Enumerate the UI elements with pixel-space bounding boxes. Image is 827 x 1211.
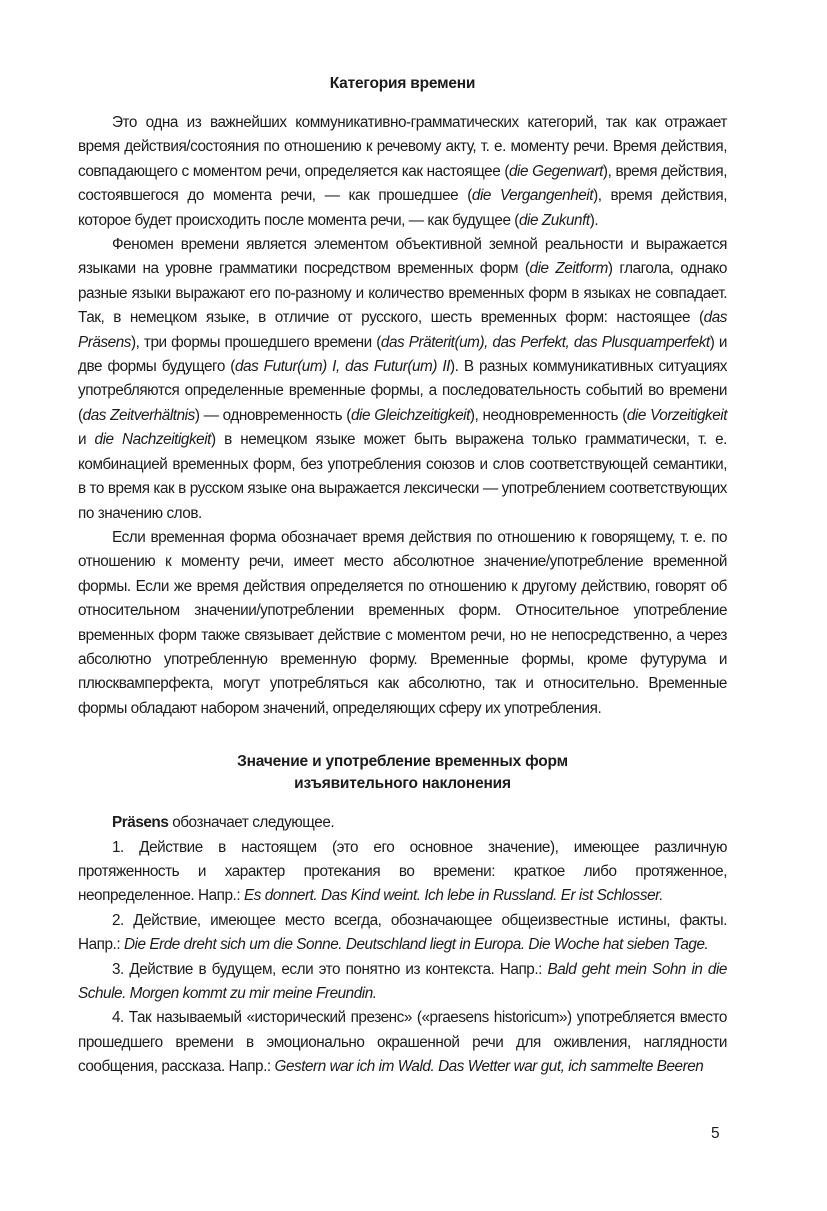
body-text: ) — одновременность ( [194,406,351,424]
german-example-text: Bald geht mein Sohn in die Schule. Morgen kommt zu mir meine Freundin. [78,960,727,1002]
body-text: ) глагола, однако разные языки выражают его по-разному и количество временных форм в языках не совпадает. Так, в немецком языке, в отличие от русского, шесть временных форм: настоящее ( [78,260,727,327]
praesens-item-3 [78,958,727,1007]
german-example-text: das Zeitverhältnis [82,406,195,424]
body-text: 2. Действие, имеющее место всегда, обозначающее общеизвестные истины, факты. Напр.: [78,911,727,954]
german-example-text: das Präsens [78,309,727,351]
body-text: ). [589,211,599,229]
german-example-text: das Futur(um) I, das Futur(um) II [234,358,450,376]
body-text: и [78,431,95,449]
german-example-text: Gestern war ich im Wald. Das Wetter war gut, ich sammelte Beeren [274,1058,704,1076]
section-title-tense-category: Категория времени [329,75,476,92]
body-text: обозначает следующее. [168,814,335,832]
german-example-text: die Zeitform [529,260,608,278]
german-example-text: das Präterit(um), das Perfekt, das Plusquamperfekt [380,333,710,351]
body-text: Это одна из важнейших коммуникативно-грамматических категорий, так как отражает время действия/состояния по отношению к речевому акту, т. е. моменту речи. Время действия, совпадающего с моментом речи, определяется как настоящее ( [78,114,727,180]
section-title-line-2: изъявительного наклонения [294,775,511,793]
body-text: ) в немецком языке может быть выражена только грамматически, т. е. комбинацией временных форм, без употребления союзов и слов соответствующей семантики, в то время как в русском языке она выражается лексически — употреблением соответствующих по значению слов. [78,431,727,522]
german-example-text: die Gegenwart [509,162,603,180]
praesens-item-4 [78,1006,727,1079]
german-example-text: die Gleichzeitigkeit [350,406,470,424]
bold-term: Präsens [112,814,169,832]
body-text: 4. Так называемый «исторический презенс» («praesens historicum») употребляется вместо прошедшего времени в эмоционально окрашенной речи для оживления, наглядности сообщения, рассказа. Напр.: [78,1009,727,1076]
body-text: 3. Действие в будущем, если это понятно из контекста. Напр.: [112,960,548,978]
body-text: ) и две формы будущего ( [78,333,727,376]
body-text: Если временная форма обозначает время действия по отношению к говорящему, т. е. по отношению к моменту речи, имеет место абсолютное значение/употребление временной формы. Если же время действия определяется по отношению к другому действию, говорят об относительном значении/употреблении временных форм. Относительное употребление временных форм также связывает действие с моментом речи, но не непосредственно, а через абсолютно употребленную временную форму. Временные формы, кроме футурума и плюсквамперфекта, могут употребляться как абсолютно, так и относительно. Временные формы обладают набором значений, определяющих сферу их употребления. [78,528,727,717]
body-text: Феномен времени является элементом объективной земной реальности и выражается языками на уровне грамматики посредством временных форм ( [78,236,727,278]
praesens-item-1 [78,836,727,909]
page-number: 5 [711,1125,720,1142]
german-example-text: die Zukunft [518,211,590,229]
german-example-text: die Vorzeitigkeit [626,406,728,424]
german-example-text: die Nachzeitigkeit [94,431,211,449]
body-text: ), три формы прошедшего времени ( [130,333,381,351]
body-text: ), неодновременность ( [469,406,627,424]
german-example-text: die Vergangenheit [471,187,594,205]
praesens-item-2 [78,909,727,958]
body-text: 1. Действие в настоящем (это его основное значение), имеющее различную протяженность и характер протекания во времени: краткое либо протяженное, неопределенное. Напр.: [78,838,727,905]
praesens-intro [78,811,727,835]
body-text: ), время действия, состоявшегося до момента речи, — как прошедшее ( [78,162,727,205]
german-example-text: Es donnert. Das Kind weint. Ich lebe in Russland. Er ist Schlosser. [243,887,664,905]
body-text: ). В разных коммуникативных ситуациях употребляются определенные временные формы, а последовательность событий во времени ( [78,358,728,424]
section-title-indicative-tenses [78,751,727,795]
paragraph-1 [78,111,727,233]
body-text: ), время действия, которое будет происходить после момента речи, — как будущее ( [78,187,727,229]
section-gap [78,721,727,751]
section-title-line-1: Значение и употребление временных форм [237,753,568,771]
paragraph-2 [78,233,727,526]
paragraph-3 [78,526,727,721]
german-example-text: Die Erde dreht sich um die Sonne. Deutschland liegt in Europa. Die Woche hat sieben Tage. [123,936,709,954]
